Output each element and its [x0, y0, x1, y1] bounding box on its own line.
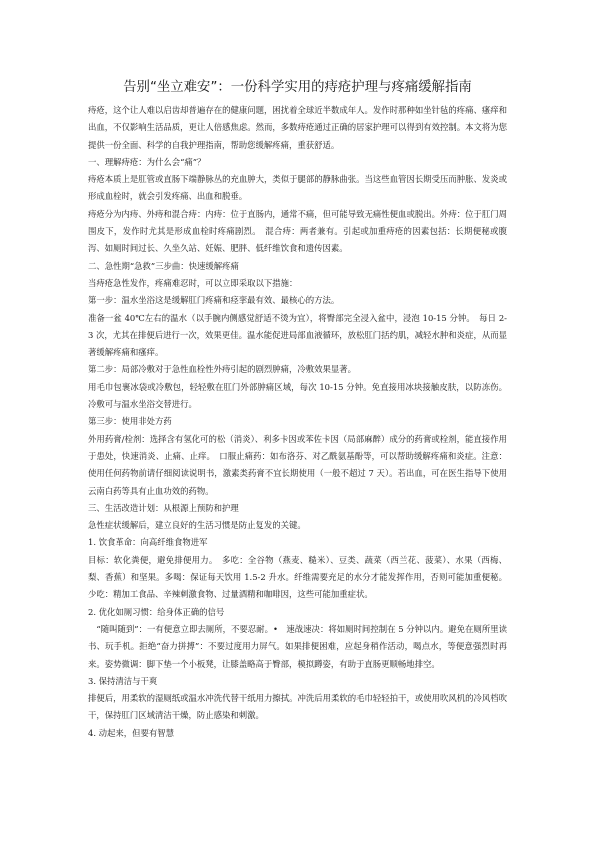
- section-heading: 第三步：使用非处方药: [88, 416, 172, 427]
- body-paragraph: 痔疮，这个让人难以启齿却普遍存在的健康问题，困扰着全球近半数成年人。发作时那种如坐针毡的疼痛、瘙痒和出血，不仅影响生活品质，更让人倍感焦虑。然而，多数痔疮通过正确的居家护理可以得到有效控制。本文将为您提供一份全面、科学的自我护理指南，帮助您缓解疼痛，重获舒适。: [88, 105, 507, 150]
- document-body: [88, 102, 507, 742]
- section-heading: 第二步：局部冷敷对于急性血栓性外痔引起的剧烈肿痛，冷敷效果显著。: [88, 364, 356, 375]
- document-title: 告别“坐立难安”：一份科学实用的痔疮护理与疼痛缓解指南: [123, 80, 472, 95]
- section-heading: 第一步：温水坐浴这是缓解肛门疼痛和痉挛最有效、最核心的方法。: [88, 295, 340, 306]
- body-paragraph: 当痔疮急性发作，疼痛难忍时，可以立即采取以下措施：: [88, 277, 298, 288]
- section-heading: 4. 动起来，但要有智慧: [88, 727, 175, 738]
- body-paragraph: 用毛巾包裹冰袋或冷敷包，轻轻敷在肛门外部肿痛区域，每次 10-15 分钟。免直接用冰块接触皮肤，以防冻伤。冷敷可与温水坐浴交替进行。: [88, 381, 507, 410]
- body-paragraph: “随叫随到”：一有便意立即去厕所，不要忍耐。• 速战速决：将如厕时间控制在 5 分钟以内。避免在厕所里读书、玩手机。拒绝“奋力拼搏”：不要过度用力屏气。如果排便困难，应起身稍作活动，喝点水，等便意强烈时再来。姿势微调：脚下垫一个小板凳，让膝盖略高于臀部，模拟蹲姿，有助于直肠更顺畅地排空。: [88, 623, 507, 669]
- body-paragraph: 准备一盆 40℃左右的温水（以手腕内侧感觉舒适不烫为宜），将臀部完全浸入盆中，浸泡 10-15 分钟。 每日 2-3 次，尤其在排便后进行一次，效果更佳。温水能促进局部血液循环，放松肛门括约肌，减轻水肿和炎症，从而显著缓解疼痛和瘙痒。: [88, 312, 507, 358]
- section-heading: 二、急性期“急救”三步曲：快速缓解疼痛: [88, 260, 239, 271]
- document-page: [88, 76, 507, 742]
- body-paragraph: 痔疮本质上是肛管或直肠下端静脉丛的充血肿大，类似于腿部的静脉曲张。当这些血管因长期受压而肿胀、发炎或形成血栓时，就会引发疼痛、出血和脱垂。: [88, 174, 507, 202]
- section-heading: 一、理解痔疮：为什么会“痛”？: [88, 156, 206, 167]
- body-paragraph: 急性症状缓解后，建立良好的生活习惯是防止复发的关键。: [88, 520, 306, 531]
- body-paragraph: 目标：软化粪便，避免排便用力。 多吃：全谷物（燕麦、糙米）、豆类、蔬菜（西兰花、菠菜）、水果（西梅、梨、香蕉）和坚果。多喝：保证每天饮用 1.5-2 升水。纤维需要充足的水分才能发挥作用，否则可能加重便秘。少吃：精加工食品、辛辣刺激食物、过量酒精和咖啡因，这些可能加重症状。: [88, 554, 507, 600]
- body-paragraph: 外用药膏/栓剂：选择含有氢化可的松（消炎）、利多卡因或苯佐卡因（局部麻醉）成分的药膏或栓剂，能直接作用于患处，快速消炎、止痛、止痒。 口服止痛药：如布洛芬、对乙酰氨基酚等，可以帮助缓解疼痛和炎症。注意：使用任何药物前请仔细阅读说明书，激素类药膏不宜长期使用（一般不超过 7 天）。若出血，可在医生指导下使用云南白药等具有止血功效的药物。: [88, 433, 507, 496]
- body-paragraph: 排便后，用柔软的湿厕纸或温水冲洗代替干纸用力擦拭。冲洗后用柔软的毛巾轻轻拍干，或使用吹风机的冷风档吹干，保持肛门区域清洁干燥，防止感染和刺激。: [88, 693, 507, 721]
- section-heading: 3. 保持清洁与干爽: [88, 675, 158, 686]
- section-heading: 1. 饮食革命：向高纤维食物进军: [88, 537, 208, 548]
- section-heading: 2. 优化如厕习惯：给身体正确的信号: [88, 606, 225, 617]
- body-paragraph: 痔疮分为内痔、外痔和混合痔：内痔：位于直肠内，通常不痛，但可能导致无痛性便血或脱出。外痔：位于肛门周围皮下，发作时尤其是形成血栓时疼痛剧烈。 混合痔：两者兼有。引起或加重痔疮的因素包括：长期便秘或腹泻、如厕时间过长、久坐久站、妊娠、肥胖、低纤维饮食和遗传因素。: [88, 208, 507, 254]
- section-heading: 三、生活改造计划：从根源上预防和护理: [88, 502, 239, 513]
